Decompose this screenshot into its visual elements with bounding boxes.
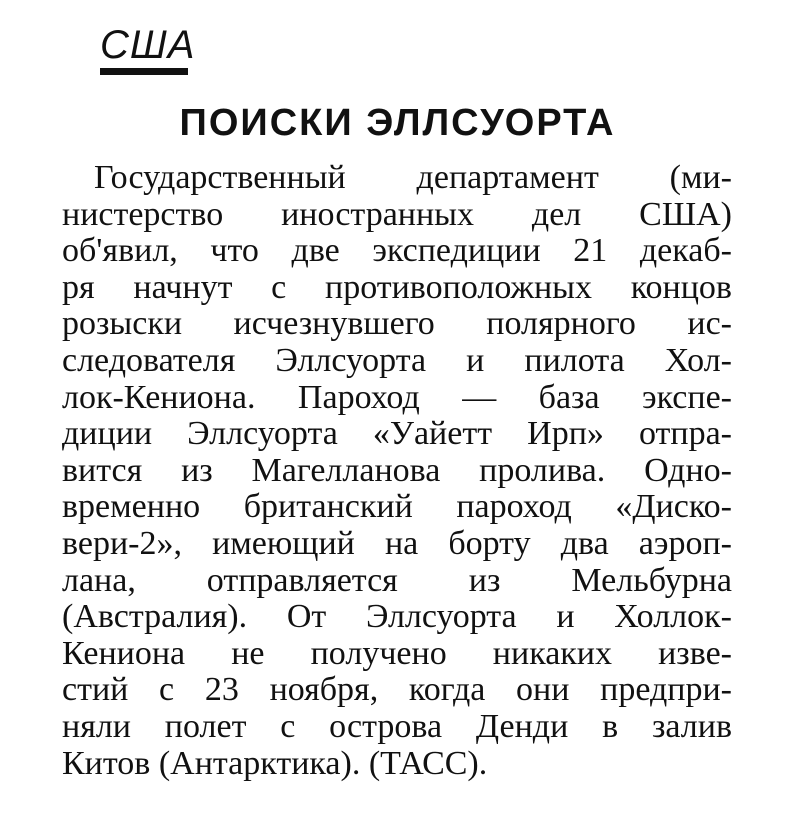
body-line: стий с 23 ноября, когда они предпри- xyxy=(62,671,732,709)
article-body xyxy=(62,160,732,782)
body-line: вери-2», имеющий на борту два аэроп- xyxy=(62,524,732,562)
section-rubric: США xyxy=(100,23,196,67)
body-line: розыски исчезнувшего полярного ис- xyxy=(62,305,732,343)
article-headline: ПОИСКИ ЭЛЛСУОРТА xyxy=(179,102,616,144)
body-line: Китов (Антарктика). (ТАСС). xyxy=(62,744,488,782)
body-line: (Австралия). От Эллсуорта и Холлок- xyxy=(62,598,732,636)
body-line: диции Эллсуорта «Уайетт Ирп» отпра- xyxy=(62,415,732,453)
body-line: Кениона не получено никаких изве- xyxy=(62,634,732,672)
body-line: об'явил, что две экспедиции 21 декаб- xyxy=(62,232,732,270)
body-line: временно британский пароход «Диско- xyxy=(62,488,732,526)
body-line: нистерство иностранных дел США) xyxy=(62,195,732,233)
body-line: лана, отправляется из Мельбурна xyxy=(62,561,732,599)
body-line: няли полет с острова Денди в залив xyxy=(62,707,732,745)
body-line: лок-Кениона. Пароход — база экспе- xyxy=(62,378,732,416)
body-line: вится из Магелланова пролива. Одно- xyxy=(62,451,732,489)
body-line: Государственный департамент (ми- xyxy=(94,159,732,196)
rubric-underline xyxy=(100,68,188,75)
body-line: ря начнут с противоположных концов xyxy=(62,268,732,306)
body-line: следователя Эллсуорта и пилота Хол- xyxy=(62,341,732,379)
